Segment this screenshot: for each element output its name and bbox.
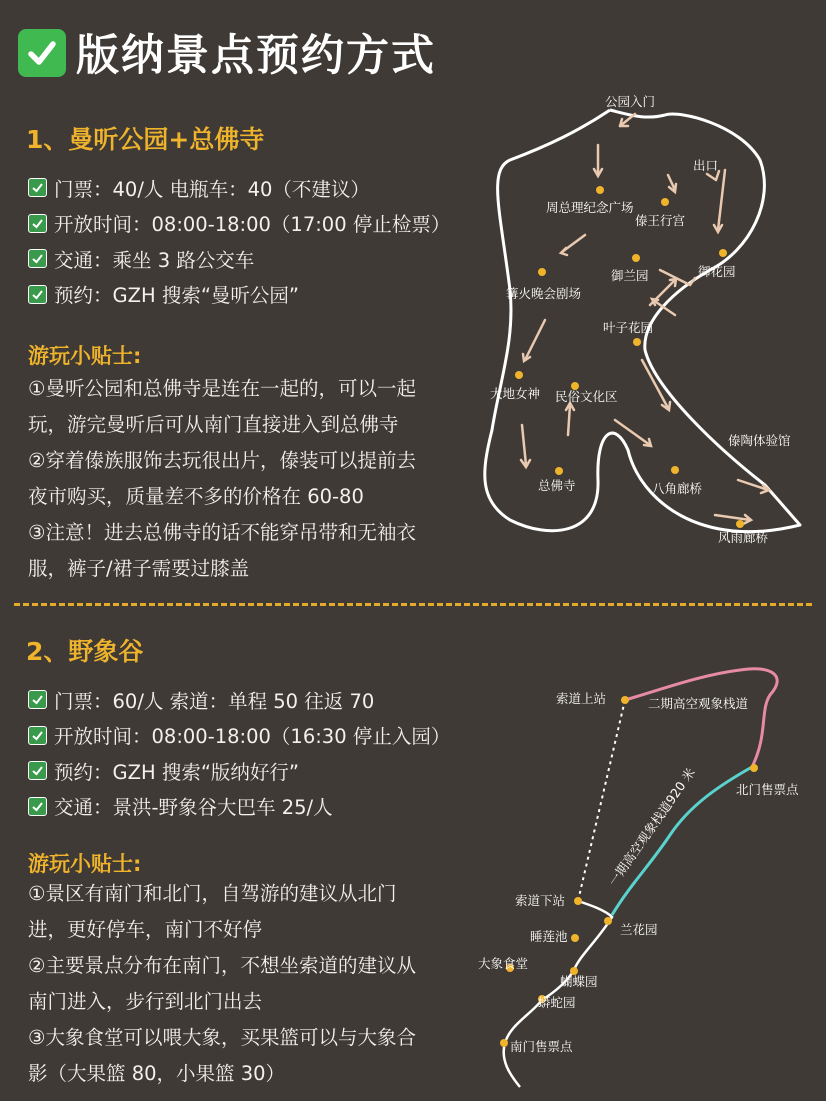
tip-line: 夜市购买，质量差不多的价格在 60-80 bbox=[28, 485, 364, 508]
info-text: 交通：乘坐 3 路公交车 bbox=[54, 248, 255, 272]
map-label-phase2: 二期高空观象栈道 bbox=[648, 696, 749, 711]
map-label-yuhua: 御花园 bbox=[698, 264, 736, 279]
info-text: 开放时间：08:00-18:00（17:00 停止检票） bbox=[54, 213, 451, 237]
title-bar bbox=[18, 22, 436, 83]
info-item bbox=[28, 277, 450, 313]
section1-heading: 1、曼听公园+总佛寺 bbox=[26, 125, 265, 154]
tip-line: 进，更好停车，南门不好停 bbox=[28, 918, 263, 941]
info-text: 预约：GZH 搜索“曼听公园” bbox=[54, 284, 300, 308]
info-text: 预约：GZH 搜索“版纳好行” bbox=[54, 760, 300, 784]
map-label-butterfly: 蝴蝶园 bbox=[560, 974, 598, 989]
tip-line: 南门进入，步行到北门出去 bbox=[28, 990, 263, 1013]
map-label-lotus: 睡莲池 bbox=[530, 929, 568, 944]
check-box-icon bbox=[28, 726, 47, 745]
section2-tips-title: 游玩小贴士: bbox=[28, 852, 142, 876]
map-label-entrance: 公园入门 bbox=[605, 94, 656, 109]
map-label-yulan: 御兰园 bbox=[611, 268, 649, 283]
map-label-exit: 出口 bbox=[693, 158, 719, 173]
map-dots bbox=[515, 186, 744, 528]
info-text: 开放时间：08:00-18:00（16:30 停止入园） bbox=[54, 725, 451, 749]
map-label-palace: 傣王行宫 bbox=[635, 213, 686, 228]
map-label-bajiao: 八角廊桥 bbox=[652, 481, 703, 496]
map-label-north-gate: 北门售票点 bbox=[736, 782, 799, 797]
map-label-lan-garden: 兰花园 bbox=[620, 922, 658, 937]
info-item bbox=[28, 789, 450, 825]
tip-line: ①曼听公园和总佛寺是连在一起的，可以一起 bbox=[28, 377, 416, 400]
check-box-icon bbox=[28, 285, 47, 304]
map-label-phase1: 一期高空观象栈道920 米 bbox=[605, 765, 698, 889]
map-label-canteen: 大象食堂 bbox=[478, 956, 529, 971]
map-label-cable-top: 索道上站 bbox=[556, 691, 607, 706]
section1-info-list bbox=[28, 170, 450, 312]
info-item bbox=[28, 206, 450, 242]
tip-line: ②主要景点分布在南门，不想坐索道的建议从 bbox=[28, 954, 416, 977]
tip-line: ③大象食堂可以喂大象，买果篮可以与大象合 bbox=[28, 1026, 416, 1049]
info-text: 门票：40/人 电瓶车：40（不建议） bbox=[54, 177, 370, 201]
info-text: 交通：景洪-野象谷大巴车 25/人 bbox=[54, 796, 333, 820]
section1-park-map bbox=[470, 90, 820, 570]
info-item bbox=[28, 682, 450, 718]
tip-line: ①景区有南门和北门，自驾游的建议从北门 bbox=[28, 882, 397, 905]
map-label-fengyu: 风雨廊桥 bbox=[718, 530, 769, 545]
section2-heading: 2、野象谷 bbox=[26, 637, 144, 666]
section2-park-map bbox=[470, 655, 820, 1095]
info-item bbox=[28, 241, 450, 277]
check-box-icon bbox=[28, 690, 47, 709]
tip-line: 玩，游完曼听后可从南门直接进入到总佛寺 bbox=[28, 413, 399, 436]
info-item bbox=[28, 718, 450, 754]
map-label-bonfire: 篝火晚会剧场 bbox=[506, 286, 582, 301]
tip-line: ③注意！进去总佛寺的话不能穿吊带和无袖衣 bbox=[28, 521, 416, 544]
check-box-icon bbox=[28, 761, 47, 780]
tip-line: ②穿着傣族服饰去玩很出片，傣装可以提前去 bbox=[28, 449, 416, 472]
check-box-icon bbox=[28, 178, 47, 197]
map-label-folk: 民俗文化区 bbox=[555, 389, 618, 404]
section1-tips-title: 游玩小贴士: bbox=[28, 344, 142, 368]
map-label-memorial: 周总理纪念广场 bbox=[546, 200, 634, 215]
section-divider bbox=[14, 603, 812, 606]
info-item bbox=[28, 170, 450, 206]
map-label-temple: 总佛寺 bbox=[538, 478, 576, 493]
page-title: 版纳景点预约方式 bbox=[76, 31, 436, 81]
info-text: 门票：60/人 索道：单程 50 往返 70 bbox=[54, 689, 375, 713]
tip-line: 影（大果篮 80，小果篮 30） bbox=[28, 1062, 286, 1085]
section2-tips bbox=[28, 876, 468, 1092]
map-label-goddess: 大地女神 bbox=[490, 386, 541, 401]
pink-walkway bbox=[625, 669, 777, 767]
check-box-icon bbox=[28, 249, 47, 268]
map-label-snake: 蟒蛇园 bbox=[538, 995, 576, 1010]
map-label-yezi: 叶子花园 bbox=[603, 320, 654, 335]
map-label-south-gate: 南门售票点 bbox=[510, 1039, 573, 1054]
tip-line: 服，裤子/裙子需要过膝盖 bbox=[28, 557, 250, 580]
check-box-icon bbox=[28, 797, 47, 816]
map-label-cable-bottom: 索道下站 bbox=[515, 893, 566, 908]
check-box-icon bbox=[18, 29, 66, 77]
map-label-pottery: 傣陶体验馆 bbox=[728, 433, 791, 448]
route-arrows bbox=[521, 114, 769, 524]
check-box-icon bbox=[28, 214, 47, 233]
info-item bbox=[28, 753, 450, 789]
section1-tips bbox=[28, 371, 468, 587]
section2-info-list bbox=[28, 682, 450, 824]
